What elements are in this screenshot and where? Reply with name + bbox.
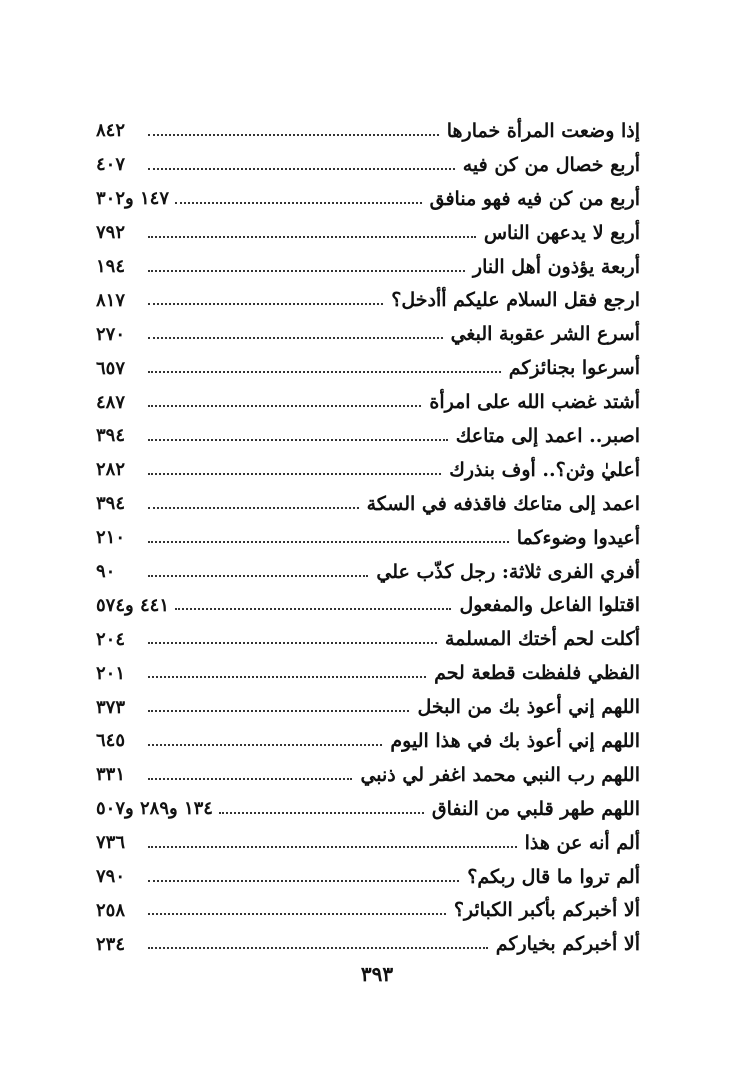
entry-text: إذا وضعت المرأة خمارها	[446, 119, 640, 142]
index-entry	[96, 588, 640, 622]
entry-text: أسرع الشر عقوبة البغي	[450, 323, 640, 346]
entry-page-ref: ٧٩٢	[96, 222, 126, 244]
dot-leader	[148, 710, 409, 712]
entry-page-ref: ١٣٤ و٢٨٩ و٥٠٧	[96, 798, 213, 820]
entry-page-ref: ٦٤٥	[96, 730, 126, 752]
dot-leader	[148, 473, 441, 475]
dot-leader	[219, 812, 424, 814]
dot-leader	[175, 202, 422, 204]
entry-text: أربع لا يدعهن الناس	[483, 221, 640, 244]
index-entry	[96, 927, 640, 961]
dot-leader	[148, 270, 465, 272]
dot-leader	[148, 236, 476, 238]
index-entry	[96, 860, 640, 894]
dot-leader	[148, 439, 448, 441]
entry-text: اصبر.. اعمد إلى متاعك	[455, 424, 640, 447]
entry-page-ref: ٧٩٠	[96, 866, 126, 888]
entry-page-ref: ٢٠١	[96, 662, 126, 684]
index-entry	[96, 487, 640, 521]
dot-leader	[148, 947, 488, 949]
dot-leader	[148, 642, 437, 644]
entry-text: ألا أخبركم بأكبر الكبائر؟	[453, 899, 640, 922]
entry-text: أشتد غضب الله على امرأة	[429, 391, 640, 414]
entry-text: اقتلوا الفاعل والمفعول	[459, 594, 640, 617]
entry-page-ref: ٤٨٧	[96, 391, 126, 413]
entry-text: أربع خصال من كن فيه	[462, 153, 640, 176]
index-entry	[96, 826, 640, 860]
dot-leader	[148, 134, 439, 136]
index-entry	[96, 216, 640, 250]
dot-leader	[148, 913, 446, 915]
entry-page-ref: ٤٤١ و٥٧٤	[96, 594, 169, 616]
entry-page-ref: ٨١٧	[96, 289, 126, 311]
entry-page-ref: ٤٠٧	[96, 154, 126, 176]
entry-page-ref: ٢٣٤	[96, 933, 126, 955]
page-number: ٣٩٣	[360, 962, 394, 986]
dot-leader	[148, 676, 426, 678]
entry-text: ارجع فقل السلام عليكم أأدخل؟	[391, 289, 640, 312]
entry-page-ref: ٢٨٢	[96, 459, 126, 481]
index-entry	[96, 622, 640, 656]
dot-leader	[148, 168, 455, 170]
index-entry	[96, 351, 640, 385]
dot-leader	[148, 744, 382, 746]
dot-leader	[148, 303, 383, 305]
entry-text: أربع من كن فيه فهو منافق	[429, 187, 640, 210]
entry-page-ref: ٣٧٣	[96, 696, 126, 718]
entry-page-ref: ٣٩٤	[96, 493, 126, 515]
index-entry	[96, 385, 640, 419]
index-entry	[96, 114, 640, 148]
entry-text: اللهم رب النبي محمد اغفر لي ذنبي	[360, 763, 640, 786]
index-entry	[96, 792, 640, 826]
entry-text: أعليٰ وثن؟.. أوف بنذرك	[449, 458, 640, 481]
index-entry	[96, 250, 640, 284]
entry-text: أكلت لحم أختك المسلمة	[444, 628, 640, 651]
dot-leader	[148, 880, 459, 882]
entry-page-ref: ٩٠	[96, 561, 116, 583]
entry-text: اعمد إلى متاعك فاقذفه في السكة	[366, 492, 640, 515]
entry-page-ref: ٨٤٢	[96, 120, 126, 142]
dot-leader	[148, 541, 509, 543]
entry-page-ref: ٢١٠	[96, 527, 126, 549]
index-entry	[96, 690, 640, 724]
entry-page-ref: ٧٣٦	[96, 832, 126, 854]
entry-text: اللهم إني أعوذ بك من البخل	[417, 696, 640, 719]
dot-leader	[175, 608, 451, 610]
entry-text: أربعة يؤذون أهل النار	[472, 255, 640, 278]
index-entry	[96, 758, 640, 792]
entry-text: أسرعوا بجنائزكم	[508, 357, 640, 380]
index-entry	[96, 419, 640, 453]
dot-leader	[148, 405, 421, 407]
entry-page-ref: ٣٩٤	[96, 425, 126, 447]
index-entry	[96, 521, 640, 555]
entry-page-ref: ١٤٧ و٣٠٢	[96, 188, 169, 210]
dot-leader	[148, 507, 359, 509]
entry-text: ألم أنه عن هذا	[524, 831, 640, 854]
dot-leader	[148, 846, 517, 848]
entry-page-ref: ١٩٤	[96, 256, 126, 277]
index-entry	[96, 283, 640, 317]
entry-text: الفظي فلفظت قطعة لحم	[434, 662, 640, 685]
hadith-index-list	[96, 114, 640, 961]
index-entry	[96, 724, 640, 758]
entry-page-ref: ٢٥٨	[96, 899, 126, 921]
index-entry	[96, 148, 640, 182]
index-entry	[96, 182, 640, 216]
index-entry	[96, 893, 640, 927]
dot-leader	[148, 371, 501, 373]
entry-text: أعيدوا وضوءكما	[516, 526, 640, 549]
index-entry	[96, 555, 640, 589]
index-entry	[96, 453, 640, 487]
entry-page-ref: ٢٠٤	[96, 628, 126, 650]
entry-page-ref: ٣٣١	[96, 764, 126, 786]
entry-text: ألم تروا ما قال ربكم؟	[467, 865, 640, 888]
index-entry	[96, 317, 640, 351]
entry-text: اللهم إني أعوذ بك في هذا اليوم	[390, 729, 640, 752]
entry-text: ألا أخبركم بخياركم	[495, 933, 640, 956]
entry-page-ref: ٦٥٧	[96, 357, 126, 379]
entry-text: أفري الفرى ثلاثة: رجل كذّب علي	[376, 560, 640, 583]
dot-leader	[148, 575, 368, 577]
entry-page-ref: ٢٧٠	[96, 323, 126, 345]
index-entry	[96, 656, 640, 690]
dot-leader	[148, 337, 443, 339]
dot-leader	[148, 778, 352, 780]
entry-text: اللهم طهر قلبي من النفاق	[431, 797, 640, 820]
